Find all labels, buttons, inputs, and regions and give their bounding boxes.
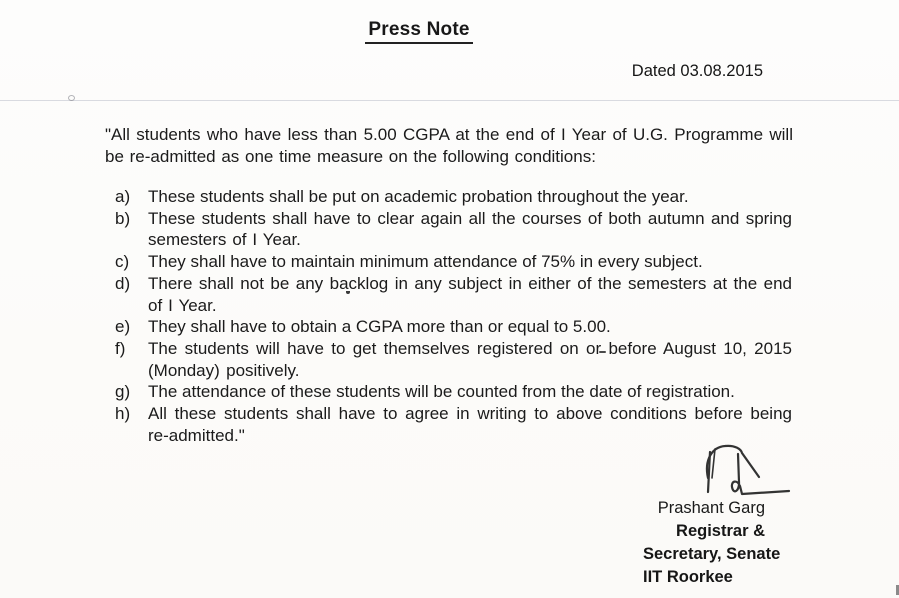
list-item-marker: f) <box>115 338 126 358</box>
list-item-marker: c) <box>115 252 130 272</box>
scan-speck <box>68 95 75 101</box>
list-item <box>115 403 792 446</box>
list-item <box>115 381 792 403</box>
conditions-list <box>115 186 792 446</box>
list-item-marker: e) <box>115 317 131 337</box>
list-item-text: They shall have to maintain minimum attendance of 75% in every subject. <box>148 252 703 272</box>
list-item <box>115 338 792 381</box>
list-item-text: There shall not be any backlog in any subject in either of the semesters at the end of I Year. <box>148 273 792 315</box>
list-item <box>115 208 792 251</box>
list-item-text: All these students shall have to agree in writing to above conditions before being re-admitted." <box>148 404 792 445</box>
list-item <box>115 251 792 273</box>
signatory-role-line: Secretary, Senate <box>643 545 781 563</box>
scan-streak <box>0 100 899 101</box>
list-item <box>115 186 792 208</box>
list-item-text: These students shall be put on academic probation throughout the year. <box>148 187 689 206</box>
list-item-text: The students will have to get themselves registered on or before August 10, 2015 (Monday) positively. <box>148 338 792 380</box>
signatory-role-line: Registrar & <box>676 522 765 540</box>
list-item-marker: a) <box>115 187 131 206</box>
list-item <box>115 316 792 338</box>
list-item-text: The attendance of these students will be counted from the date of registration. <box>148 382 735 402</box>
signature-scribble-icon <box>692 440 802 502</box>
list-item-marker: h) <box>115 404 131 424</box>
intro-paragraph: "All students who have less than 5.00 CGPA at the end of I Year of U.G. Programme will be re-admitted as one time measure on the following conditions: <box>105 125 793 166</box>
date-line: Dated 03.08.2015 <box>631 62 763 80</box>
list-item-marker: g) <box>115 382 131 402</box>
list-item-marker: b) <box>115 208 131 228</box>
list-item-text: These students shall have to clear again all the courses of both autumn and spring semesters of I Year. <box>148 208 792 250</box>
list-item-marker: d) <box>115 273 131 293</box>
title-wrap <box>0 19 838 44</box>
signatory-org: IIT Roorkee <box>643 568 733 586</box>
list-item <box>115 273 792 316</box>
list-item-text: They shall have to obtain a CGPA more than or equal to 5.00. <box>148 317 611 337</box>
signatory-name: Prashant Garg <box>657 499 765 517</box>
page-title: Press Note <box>365 19 472 44</box>
